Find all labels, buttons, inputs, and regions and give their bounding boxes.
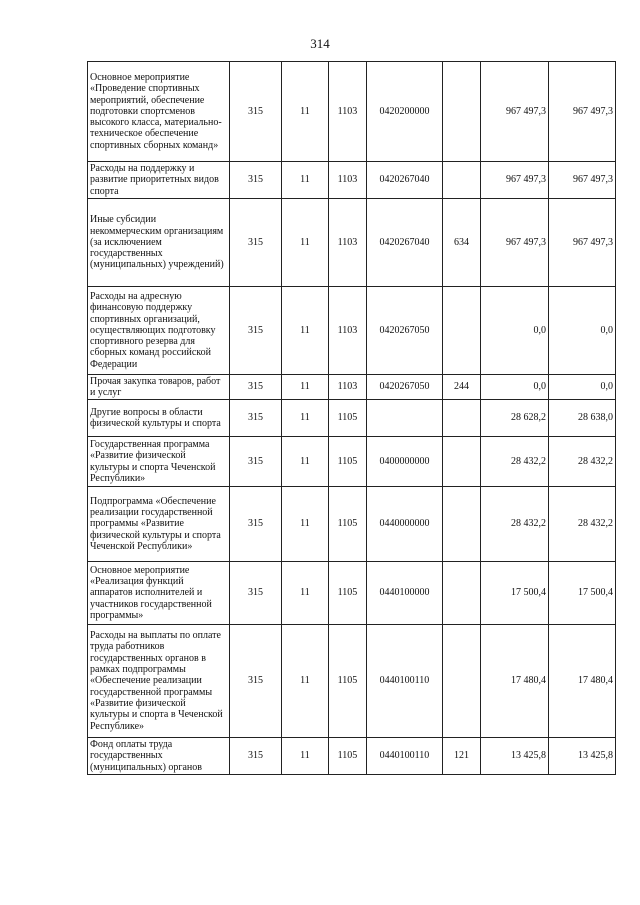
row-sum-2: 17 500,4 xyxy=(549,562,616,625)
row-name: Основное мероприятие «Реализация функций аппаратов исполнителей и участников государственной программы» xyxy=(88,562,230,625)
table-row xyxy=(88,437,616,487)
row-section: 11 xyxy=(282,62,329,162)
row-subsection: 1105 xyxy=(329,562,367,625)
row-grbs: 315 xyxy=(230,375,282,400)
row-expense-type xyxy=(443,400,481,437)
row-target-code: 0420267050 xyxy=(367,375,443,400)
row-subsection: 1105 xyxy=(329,487,367,562)
row-grbs: 315 xyxy=(230,625,282,738)
row-name: Подпрограмма «Обеспечение реализации государственной программы «Развитие физической культуры и спорта Чеченской Республики» xyxy=(88,487,230,562)
row-grbs: 315 xyxy=(230,62,282,162)
row-name: Другие вопросы в области физической культуры и спорта xyxy=(88,400,230,437)
row-grbs: 315 xyxy=(230,562,282,625)
row-subsection: 1103 xyxy=(329,287,367,375)
table-row xyxy=(88,162,616,199)
row-target-code: 0440100000 xyxy=(367,562,443,625)
table-row xyxy=(88,199,616,287)
row-name: Основное мероприятие «Проведение спортивных мероприятий, обеспечение подготовки спортсменов высокого класса, материально-техническое обеспечение спортивных сборных команд» xyxy=(88,62,230,162)
row-name: Расходы на поддержку и развитие приоритетных видов спорта xyxy=(88,162,230,199)
table-row xyxy=(88,287,616,375)
table-row xyxy=(88,487,616,562)
row-section: 11 xyxy=(282,437,329,487)
row-sum-1: 28 628,2 xyxy=(481,400,549,437)
row-sum-2: 0,0 xyxy=(549,375,616,400)
row-subsection: 1105 xyxy=(329,625,367,738)
row-sum-1: 0,0 xyxy=(481,375,549,400)
row-sum-1: 17 480,4 xyxy=(481,625,549,738)
row-expense-type xyxy=(443,287,481,375)
row-section: 11 xyxy=(282,162,329,199)
row-sum-1: 28 432,2 xyxy=(481,487,549,562)
row-name: Иные субсидии некоммерческим организациям (за исключением государственных (муниципальных) учреждений) xyxy=(88,199,230,287)
row-target-code: 0420267050 xyxy=(367,287,443,375)
row-target-code xyxy=(367,400,443,437)
row-grbs: 315 xyxy=(230,287,282,375)
row-target-code: 0420200000 xyxy=(367,62,443,162)
row-sum-1: 967 497,3 xyxy=(481,162,549,199)
page-number: 314 xyxy=(310,36,330,51)
row-sum-1: 17 500,4 xyxy=(481,562,549,625)
row-expense-type: 244 xyxy=(443,375,481,400)
row-expense-type xyxy=(443,487,481,562)
row-target-code: 0440000000 xyxy=(367,487,443,562)
row-sum-2: 17 480,4 xyxy=(549,625,616,738)
row-target-code: 0420267040 xyxy=(367,162,443,199)
row-subsection: 1105 xyxy=(329,738,367,775)
row-section: 11 xyxy=(282,625,329,738)
row-target-code: 0440100110 xyxy=(367,738,443,775)
row-sum-2: 967 497,3 xyxy=(549,162,616,199)
row-expense-type: 634 xyxy=(443,199,481,287)
row-target-code: 0400000000 xyxy=(367,437,443,487)
row-expense-type xyxy=(443,62,481,162)
row-section: 11 xyxy=(282,287,329,375)
table-row xyxy=(88,400,616,437)
row-sum-1: 28 432,2 xyxy=(481,437,549,487)
row-section: 11 xyxy=(282,375,329,400)
row-subsection: 1105 xyxy=(329,437,367,487)
row-grbs: 315 xyxy=(230,400,282,437)
row-sum-1: 13 425,8 xyxy=(481,738,549,775)
row-section: 11 xyxy=(282,738,329,775)
row-expense-type: 121 xyxy=(443,738,481,775)
row-grbs: 315 xyxy=(230,162,282,199)
row-section: 11 xyxy=(282,400,329,437)
row-name: Расходы на адресную финансовую поддержку спортивных организаций, осуществляющих подготовку спортивного резерва для сборных команд российской Федерации xyxy=(88,287,230,375)
row-grbs: 315 xyxy=(230,199,282,287)
row-grbs: 315 xyxy=(230,487,282,562)
budget-table xyxy=(87,61,616,775)
row-sum-2: 0,0 xyxy=(549,287,616,375)
row-expense-type xyxy=(443,625,481,738)
row-subsection: 1103 xyxy=(329,375,367,400)
row-name: Государственная программа «Развитие физической культуры и спорта Чеченской Республики» xyxy=(88,437,230,487)
row-name: Расходы на выплаты по оплате труда работников государственных органов в рамках подпрограммы «Обеспечение реализации государственной программы «Развитие физической культуры и спорта в Чеченской Республике» xyxy=(88,625,230,738)
row-expense-type xyxy=(443,562,481,625)
row-name: Фонд оплаты труда государственных (муниципальных) органов xyxy=(88,738,230,775)
row-sum-1: 967 497,3 xyxy=(481,62,549,162)
table-row xyxy=(88,62,616,162)
table-row xyxy=(88,375,616,400)
row-subsection: 1103 xyxy=(329,62,367,162)
row-expense-type xyxy=(443,437,481,487)
row-section: 11 xyxy=(282,199,329,287)
table-row xyxy=(88,562,616,625)
row-section: 11 xyxy=(282,562,329,625)
row-sum-2: 13 425,8 xyxy=(549,738,616,775)
row-sum-2: 28 432,2 xyxy=(549,437,616,487)
row-subsection: 1103 xyxy=(329,162,367,199)
table-row xyxy=(88,625,616,738)
row-target-code: 0440100110 xyxy=(367,625,443,738)
row-name: Прочая закупка товаров, работ и услуг xyxy=(88,375,230,400)
table-row xyxy=(88,738,616,775)
row-subsection: 1105 xyxy=(329,400,367,437)
row-expense-type xyxy=(443,162,481,199)
row-subsection: 1103 xyxy=(329,199,367,287)
row-sum-2: 28 638,0 xyxy=(549,400,616,437)
row-sum-2: 967 497,3 xyxy=(549,62,616,162)
row-sum-2: 28 432,2 xyxy=(549,487,616,562)
row-section: 11 xyxy=(282,487,329,562)
row-grbs: 315 xyxy=(230,738,282,775)
table-body xyxy=(88,62,616,775)
row-target-code: 0420267040 xyxy=(367,199,443,287)
row-sum-2: 967 497,3 xyxy=(549,199,616,287)
row-grbs: 315 xyxy=(230,437,282,487)
row-sum-1: 0,0 xyxy=(481,287,549,375)
row-sum-1: 967 497,3 xyxy=(481,199,549,287)
